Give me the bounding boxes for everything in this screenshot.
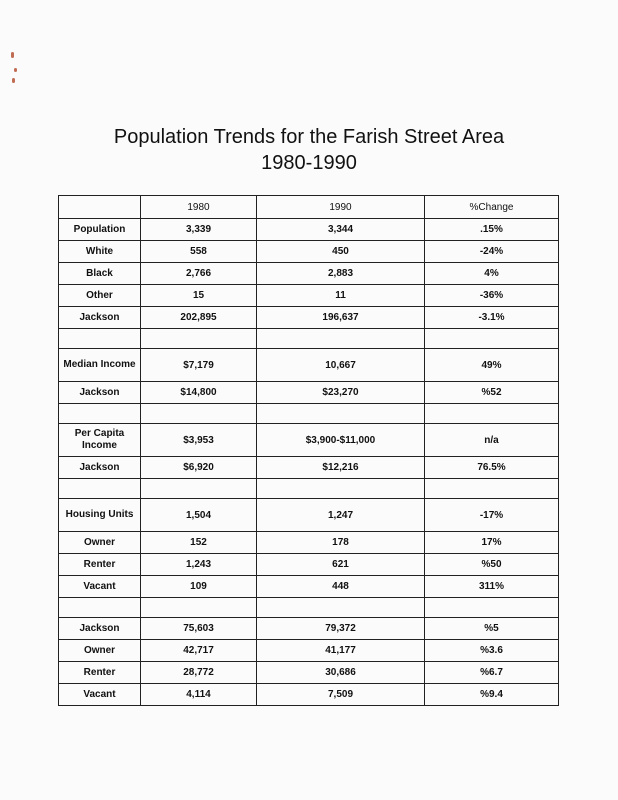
table-row [59,285,559,307]
document-subtitle: 1980-1990 [261,152,357,174]
cell-change: -3.1% [425,307,559,329]
row-label: Black [59,263,141,285]
cell-change: -24% [425,241,559,263]
table-row [59,241,559,263]
table-row [59,499,559,532]
row-label: Vacant [59,576,141,598]
cell-1990: 178 [257,532,425,554]
row-label: Owner [59,532,141,554]
cell-1980: $6,920 [141,457,257,479]
spacer-row [59,479,559,499]
cell-1980: 558 [141,241,257,263]
table-row [59,424,559,457]
row-label: Housing Units [59,499,141,532]
cell-change: %5 [425,618,559,640]
row-label: White [59,241,141,263]
cell-1990: 41,177 [257,640,425,662]
row-label: Population [59,219,141,241]
row-label: Owner [59,640,141,662]
row-label: Other [59,285,141,307]
cell-change: .15% [425,219,559,241]
row-label: Jackson [59,457,141,479]
table-row [59,662,559,684]
row-label: Jackson [59,618,141,640]
cell-1980: 15 [141,285,257,307]
cell-change: 49% [425,349,559,382]
cell-change: %50 [425,554,559,576]
row-label: Median Income [59,349,141,382]
cell-1980: 2,766 [141,263,257,285]
cell-change: n/a [425,424,559,457]
table-row [59,554,559,576]
table-row [59,618,559,640]
cell-1980: 4,114 [141,684,257,706]
cell-change: %3.6 [425,640,559,662]
cell-1990: 2,883 [257,263,425,285]
row-label: Per Capita Income [59,424,141,457]
cell-1980: 109 [141,576,257,598]
ink-speck [14,68,17,72]
cell-1980: $14,800 [141,382,257,404]
cell-change: %9.4 [425,684,559,706]
cell-change: 17% [425,532,559,554]
population-trends-table [58,195,559,706]
cell-change: 311% [425,576,559,598]
table-row [59,684,559,706]
cell-change: -17% [425,499,559,532]
header-cell-1980: 1980 [141,196,257,219]
cell-1990: $23,270 [257,382,425,404]
cell-change: %52 [425,382,559,404]
ink-speck [12,78,15,83]
table-row [59,576,559,598]
row-label: Renter [59,662,141,684]
row-label: Jackson [59,307,141,329]
header-row [59,196,559,219]
cell-1980: 75,603 [141,618,257,640]
cell-1990: 621 [257,554,425,576]
cell-1980: 3,339 [141,219,257,241]
cell-change: 76.5% [425,457,559,479]
table-row [59,640,559,662]
cell-change: 4% [425,263,559,285]
cell-change: %6.7 [425,662,559,684]
cell-1990: 450 [257,241,425,263]
cell-change: -36% [425,285,559,307]
table-row [59,349,559,382]
table-row [59,457,559,479]
table-row [59,382,559,404]
document-title: Population Trends for the Farish Street Area [113,126,505,148]
header-cell-label [59,196,141,219]
table-row [59,307,559,329]
cell-1990: 7,509 [257,684,425,706]
cell-1990: 3,344 [257,219,425,241]
row-label: Vacant [59,684,141,706]
table-row [59,219,559,241]
cell-1990: 1,247 [257,499,425,532]
ink-speck [11,52,14,58]
cell-1980: $3,953 [141,424,257,457]
spacer-row [59,598,559,618]
cell-1990: 11 [257,285,425,307]
cell-1990: 448 [257,576,425,598]
cell-1980: 42,717 [141,640,257,662]
spacer-row [59,329,559,349]
header-cell-1990: 1990 [257,196,425,219]
cell-1980: 28,772 [141,662,257,684]
cell-1980: 152 [141,532,257,554]
header-cell-change: %Change [425,196,559,219]
cell-1990: 196,637 [257,307,425,329]
cell-1990: $3,900-$11,000 [257,424,425,457]
row-label: Jackson [59,382,141,404]
table-row [59,532,559,554]
cell-1990: 30,686 [257,662,425,684]
cell-1980: $7,179 [141,349,257,382]
spacer-row [59,404,559,424]
cell-1990: 10,667 [257,349,425,382]
cell-1980: 202,895 [141,307,257,329]
cell-1980: 1,243 [141,554,257,576]
row-label: Renter [59,554,141,576]
cell-1990: $12,216 [257,457,425,479]
table-row [59,263,559,285]
cell-1980: 1,504 [141,499,257,532]
cell-1990: 79,372 [257,618,425,640]
